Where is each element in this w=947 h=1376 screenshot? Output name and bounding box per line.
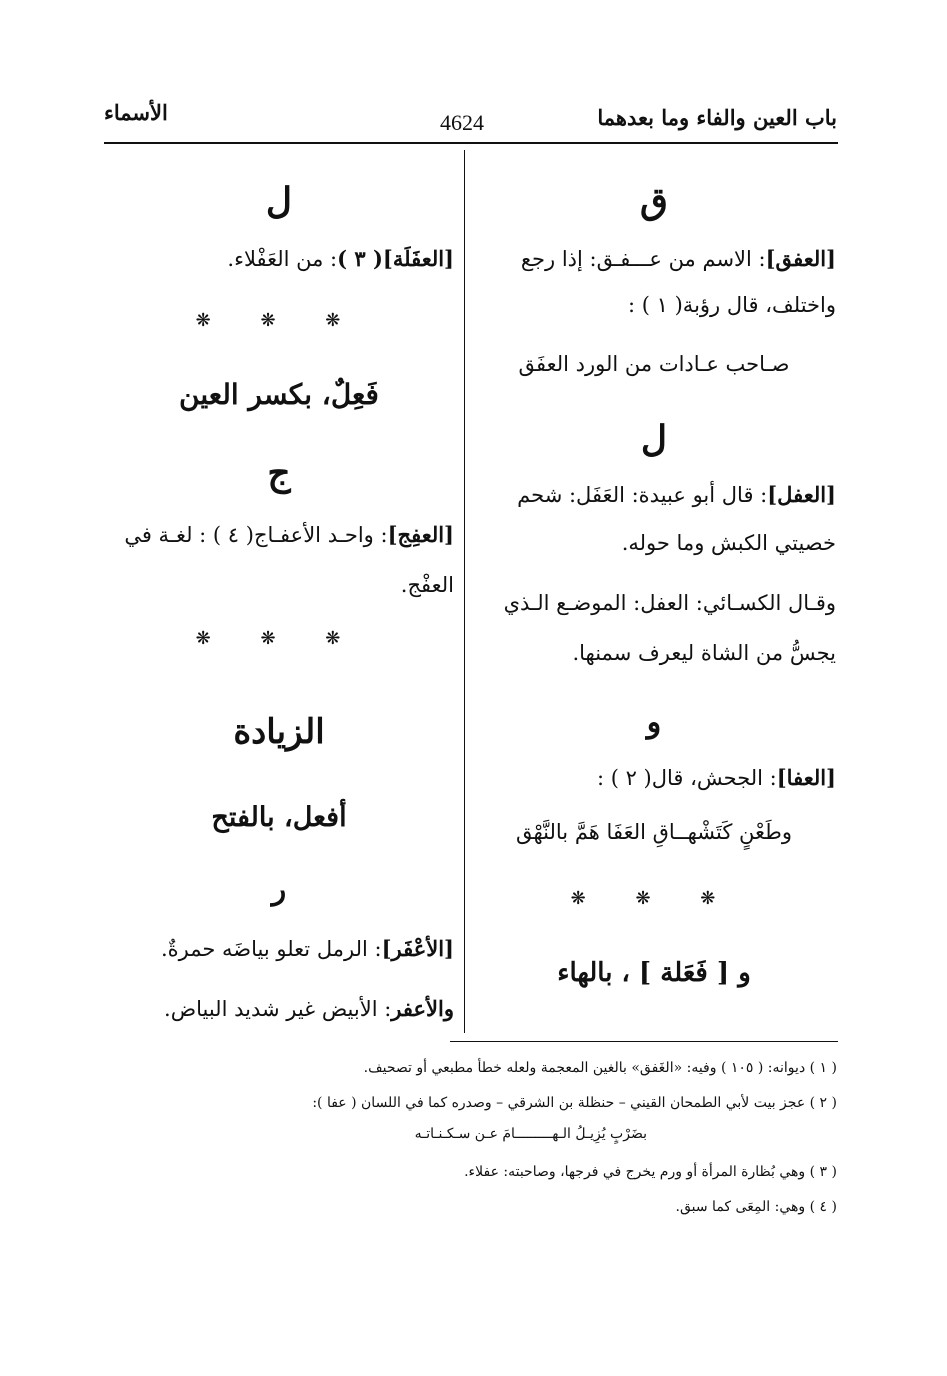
entry-aafar-headword: [الأعْفَر] <box>381 936 454 961</box>
entry-aafar <box>104 926 454 972</box>
footnote-rule <box>450 1041 838 1042</box>
letter-waw: و <box>646 705 662 740</box>
entry-afaq-headword: [العفق] <box>765 246 836 271</box>
entry-aafar-2 <box>104 986 454 1032</box>
entry-afij-text-1: : واحـد الأعفـاج( ٤ ) : لغـة في <box>124 523 388 547</box>
entry-afal-headword: [العفل] <box>767 482 836 507</box>
entry-afa <box>472 755 836 801</box>
footnote-2-verse: بضَرْبٍ يُزِيـلُ الـهـــــــــامَ عـن سـكـنـاتـه <box>414 1126 647 1142</box>
page-number: 4624 <box>440 110 484 135</box>
separator-stars-left-2: ❋ ❋ ❋ <box>195 628 363 649</box>
heading-ziyada: الزيادة <box>233 712 325 752</box>
separator-stars-right: ❋ ❋ ❋ <box>570 888 738 909</box>
verse-2: وطَعْنٍ كَتَشْهــاقِ العَفَا هَمَّ بالنَّهْق <box>515 820 793 844</box>
column-divider <box>464 150 465 1033</box>
entry-afal-line-3: وقـال الكسـائي: العفل: الموضـع الـذي <box>503 591 836 615</box>
entry-aafar-text: : الرمل تعلو بياضَه حمرةٌ. <box>160 937 382 961</box>
letter-jim: ج <box>267 452 291 494</box>
entry-afal <box>472 472 836 518</box>
entry-afa-text: : الجحش، قال( ٢ ) : <box>596 766 777 790</box>
entry-afal-line-4: يجسُّ من الشاة ليعرف سمنها. <box>572 641 836 665</box>
entry-afij-line-2: العفْج. <box>400 573 454 597</box>
verse-1: صـاحب عـادات من الورد العفَق <box>518 352 790 376</box>
letter-ra: ر <box>271 872 287 907</box>
entry-afla-text: : من العَفْلاء. <box>227 247 338 271</box>
entry-aafar-2-headword: والأعفر <box>391 996 454 1021</box>
header-rule <box>104 142 838 144</box>
letter-lam-left: ل <box>265 180 293 222</box>
separator-stars-left-1: ❋ ❋ ❋ <box>195 310 363 331</box>
section-title: الأسماء <box>104 100 168 125</box>
footnote-4: ( ٤ ) وهي: المِعَى كما سبق. <box>675 1199 837 1215</box>
entry-afij <box>104 512 454 558</box>
letter-lam-right: ل <box>640 418 668 460</box>
entry-afaq-line-2: واختلف، قال رؤبة( ١ ) : <box>628 293 836 317</box>
heading-afal: أفعل، بالفتح <box>211 802 347 833</box>
footnote-3: ( ٣ ) وهي بُظارة المرأة أو ورم يخرج في فرجها، وصاحبته: عفلاء. <box>464 1164 837 1180</box>
heading-fala: و [ فَعَلة ] ، بالهاء <box>557 958 751 988</box>
entry-afal-line-2: خصيتي الكبش وما حوله. <box>621 531 836 555</box>
footnote-2: ( ٢ ) عجز بيت لأبي الطمحان القيني – حنظلة بن الشرقي – وصدره كما في اللسان ( عفا ): <box>312 1095 837 1111</box>
entry-afla <box>104 236 454 282</box>
entry-afaq-text-1: : الاسم من عـــفـق: إذا رجع <box>520 247 766 271</box>
entry-afaq <box>472 236 836 282</box>
heading-fil: فَعِلٌ، بكسر العين <box>179 378 379 411</box>
entry-afij-headword: [العفِج] <box>387 522 454 547</box>
letter-qaf: ق <box>640 180 668 222</box>
entry-aafar-2-text: : الأبيض غير شديد البياض. <box>164 997 392 1021</box>
entry-afa-headword: [العفا] <box>776 765 836 790</box>
entry-afal-text-1: : قال أبو عبيدة: العَفَل: شحم <box>517 483 768 507</box>
chapter-title: باب العين والفاء وما بعدهما <box>597 105 837 130</box>
footnote-1: ( ١ ) ديوانه: ( ١٠٥ ) وفيه: «الغَفق» بالغين المعجمة ولعله خطأ مطبعي أو تصحيف. <box>363 1060 837 1076</box>
entry-afla-headword: [العفَلَة]( ٣ ) <box>337 246 454 271</box>
